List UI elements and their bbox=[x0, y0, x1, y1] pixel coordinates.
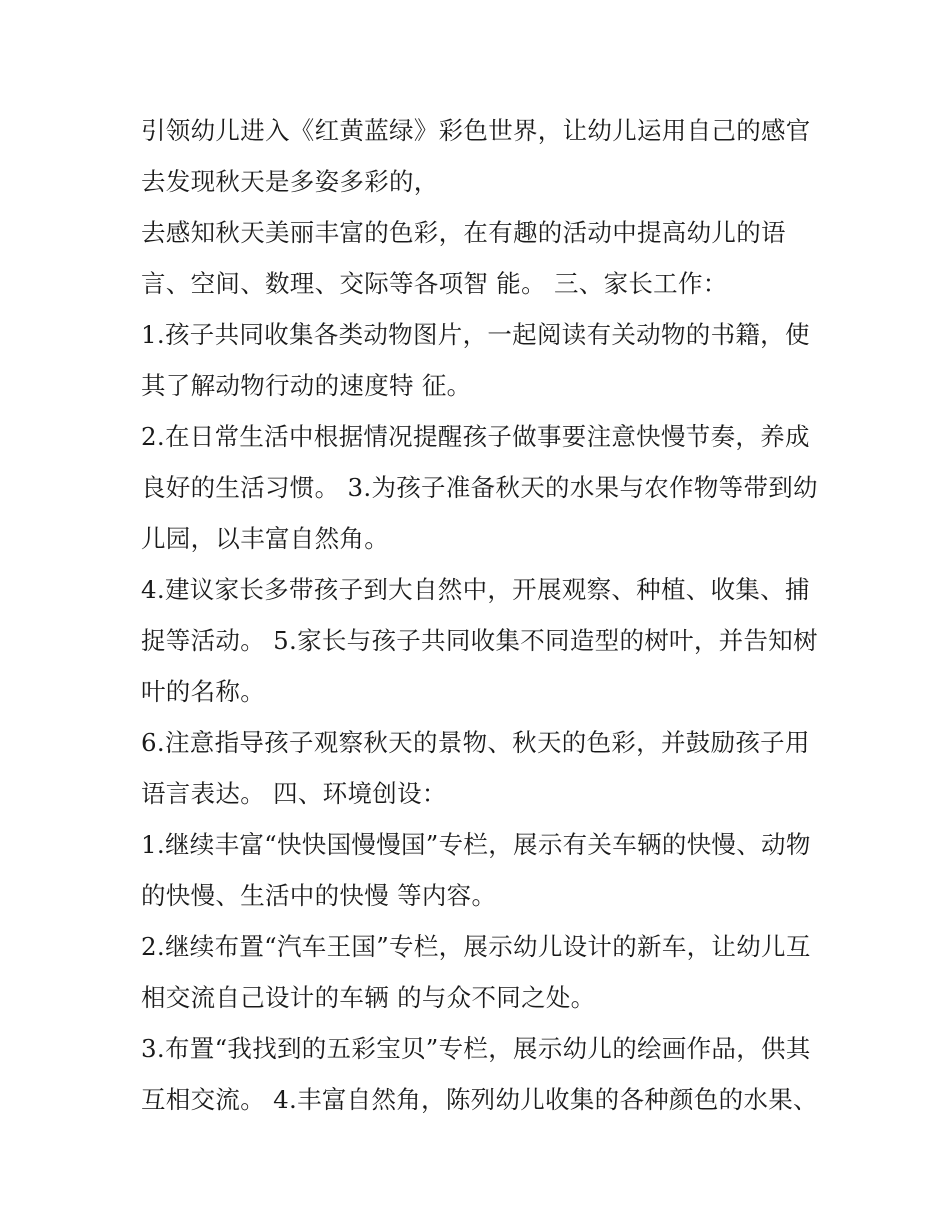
text-line: 捉等活动。 5.家长与孩子共同收集不同造型的树叶，并告知树 bbox=[141, 626, 818, 655]
text-line: 引领幼儿进入《红黄蓝绿》彩色世界，让幼儿运用自己的感官 bbox=[141, 116, 811, 145]
text-line: 1.继续丰富“快快国慢慢国”专栏，展示有关车辆的快慢、动物 bbox=[141, 830, 811, 859]
text-line: 儿园，以丰富自然角。 bbox=[141, 524, 389, 553]
text-line: 6.注意指导孩子观察秋天的景物、秋天的色彩，并鼓励孩子用 bbox=[141, 728, 810, 757]
text-line: 互相交流。 4.丰富自然角，陈列幼儿收集的各种颜色的水果、 bbox=[141, 1085, 818, 1114]
text-line: 1.孩子共同收集各类动物图片，一起阅读有关动物的书籍，使 bbox=[141, 320, 810, 349]
text-line: 相交流自己设计的车辆 的与众不同之处。 bbox=[141, 983, 596, 1012]
text-line: 其了解动物行动的速度特 征。 bbox=[141, 371, 472, 400]
text-line: 4.建议家长多带孩子到大自然中，开展观察、种植、收集、捕 bbox=[141, 575, 810, 604]
text-line: 3.布置“我找到的五彩宝贝”专栏，展示幼儿的绘画作品，供其 bbox=[141, 1034, 811, 1063]
text-line: 2.在日常生活中根据情况提醒孩子做事要注意快慢节奏，养成 bbox=[141, 422, 810, 451]
text-line: 的快慢、生活中的快慢 等内容。 bbox=[141, 881, 497, 910]
text-line: 良好的生活习惯。 3.为孩子准备秋天的水果与农作物等带到幼 bbox=[141, 473, 818, 502]
text-line: 2.继续布置“汽车王国”专栏，展示幼儿设计的新车，让幼儿互 bbox=[141, 932, 811, 961]
text-line: 去感知秋天美丽丰富的色彩，在有趣的活动中提高幼儿的语 bbox=[141, 218, 786, 247]
text-line: 语言表达。 四、环境创设： bbox=[141, 779, 447, 808]
document-body bbox=[141, 105, 821, 1125]
text-line: 叶的名称。 bbox=[141, 677, 265, 706]
text-line: 言、空间、数理、交际等各项智 能。 三、家长工作： bbox=[141, 269, 728, 298]
text-line: 去发现秋天是多姿多彩的， bbox=[141, 167, 439, 196]
